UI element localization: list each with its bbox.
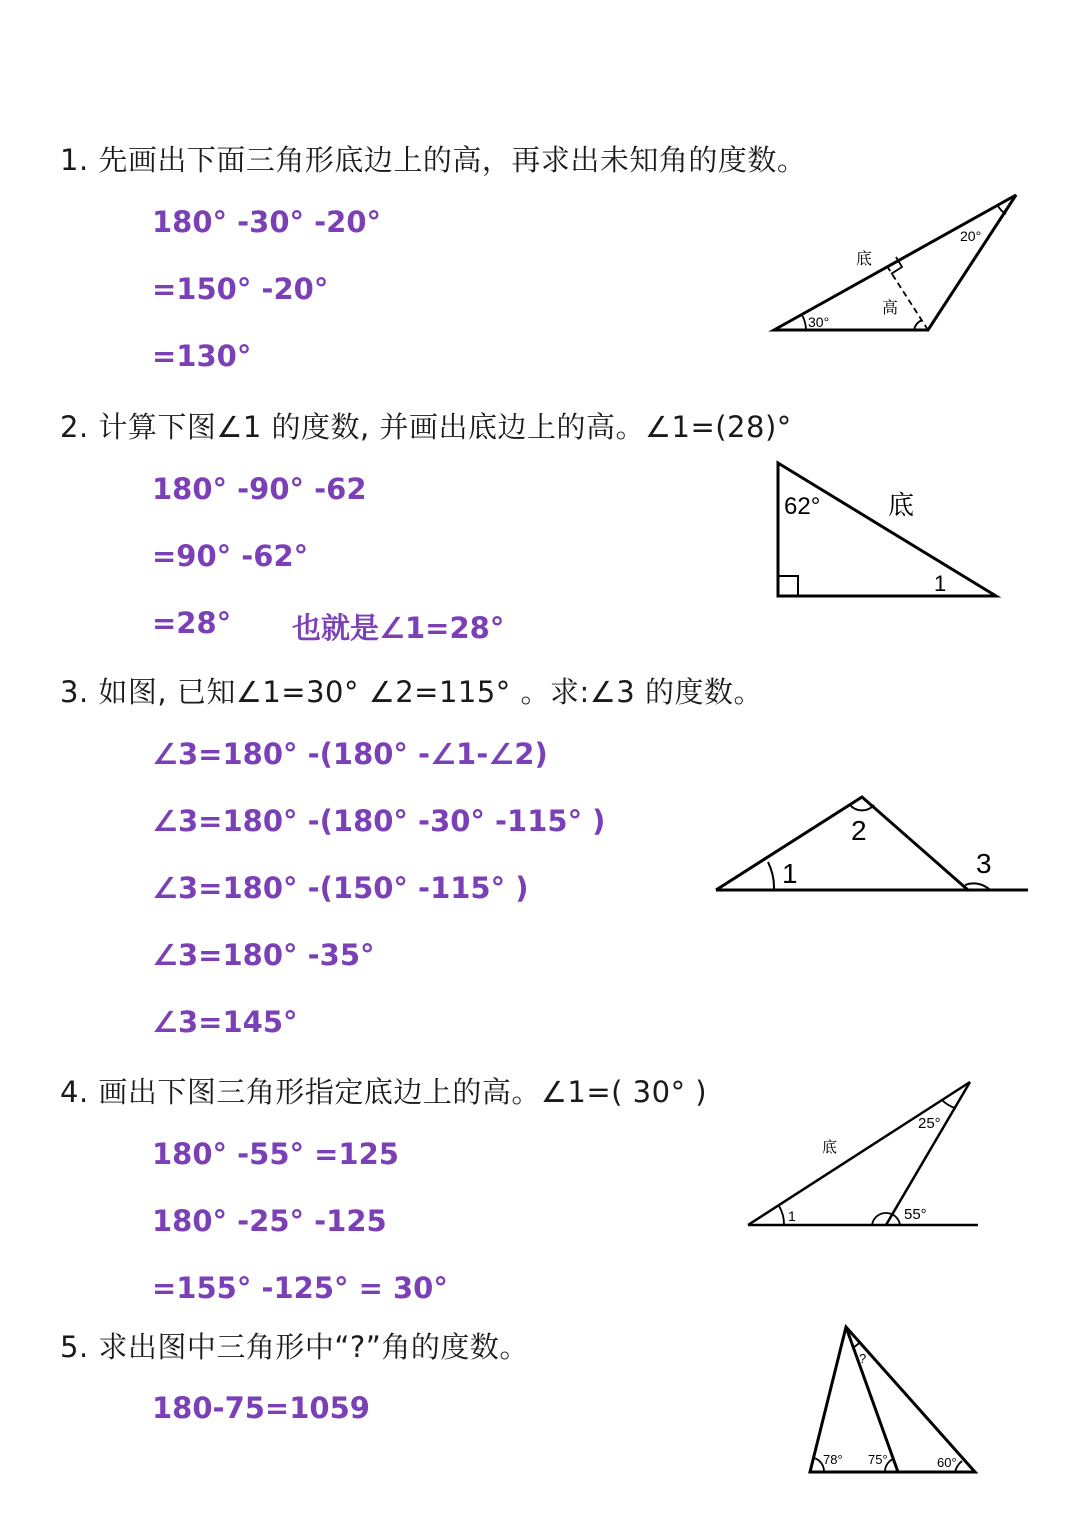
problem-1-answer-line-1: 180° -30° -20° bbox=[152, 205, 382, 239]
problem-4-answer-line-1: 180° -55° =125 bbox=[152, 1137, 399, 1171]
figure-5-angle-a: 78° bbox=[823, 1452, 843, 1467]
figure-4-angle-top: 25° bbox=[918, 1115, 941, 1132]
figure-1-base-label: 底 bbox=[856, 251, 873, 268]
problem-4-answer-line-3: =155° -125° = 30° bbox=[152, 1271, 448, 1305]
problem-3-question: 3. 如图, 已知∠1=30° ∠2=115° 。求:∠3 的度数。 bbox=[60, 675, 763, 709]
problem-3-answer-line-4: ∠3=180° -35° bbox=[152, 938, 375, 972]
problem-5-question: 5. 求出图中三角形中“?”角的度数。 bbox=[60, 1330, 529, 1364]
figure-4-base-label: 底 bbox=[822, 1139, 838, 1156]
problem-4-answer-line-2: 180° -25° -125 bbox=[152, 1204, 387, 1238]
figure-2-base-label: 底 bbox=[888, 490, 915, 520]
problem-1-question: 1. 先画出下面三角形底边上的高，再求出未知角的度数。 bbox=[60, 143, 807, 177]
figure-5-angle-b: 75° bbox=[868, 1452, 888, 1467]
problem-3-answer-line-2: ∠3=180° -(180° -30° -115° ) bbox=[152, 804, 606, 838]
figure-3-label-3: 3 bbox=[976, 848, 992, 879]
problem-2-question: 2. 计算下图∠1 的度数, 并画出底边上的高。∠1=(28)° bbox=[60, 410, 792, 444]
figure-5-triangle bbox=[810, 1327, 975, 1472]
figure-5-angle-c: 60° bbox=[937, 1455, 957, 1470]
figure-4-angle-1: 1 bbox=[788, 1208, 796, 1224]
problem-2-answer-line-1: 180° -90° -62 bbox=[152, 472, 367, 506]
problem-4-question: 4. 画出下图三角形指定底边上的高。∠1=( 30° ) bbox=[60, 1075, 708, 1109]
figure-3-label-2: 2 bbox=[851, 815, 867, 846]
figure-4-triangle bbox=[748, 1082, 978, 1225]
figure-2-triangle bbox=[778, 463, 996, 596]
figure-2-angle-1: 1 bbox=[934, 571, 947, 596]
figure-1-angle-a: 30° bbox=[808, 314, 830, 330]
figure-2-angle-top: 62° bbox=[784, 493, 821, 520]
problem-1-answer-line-3: =130° bbox=[152, 339, 252, 373]
figure-1-height-label: 高 bbox=[882, 300, 899, 317]
problem-5-answer-line-1: 180-75=1059 bbox=[152, 1391, 370, 1425]
problem-2-answer-line-3: =28° bbox=[152, 606, 232, 640]
problem-1-answer-line-2: =150° -20° bbox=[152, 272, 329, 306]
figure-3-label-1: 1 bbox=[782, 858, 798, 889]
problem-2-answer-line-2: =90° -62° bbox=[152, 539, 309, 573]
problem-3-answer-line-3: ∠3=180° -(150° -115° ) bbox=[152, 871, 529, 905]
problem-3-answer-line-5: ∠3=145° bbox=[152, 1005, 298, 1039]
problem-2-note: 也就是∠1=28° bbox=[292, 611, 505, 645]
figure-5-angle-q: ? bbox=[859, 1351, 867, 1366]
figure-4-angle-mid: 55° bbox=[904, 1206, 927, 1223]
figure-1-angle-b: 20° bbox=[960, 228, 982, 244]
problem-3-answer-line-1: ∠3=180° -(180° -∠1-∠2) bbox=[152, 737, 548, 771]
